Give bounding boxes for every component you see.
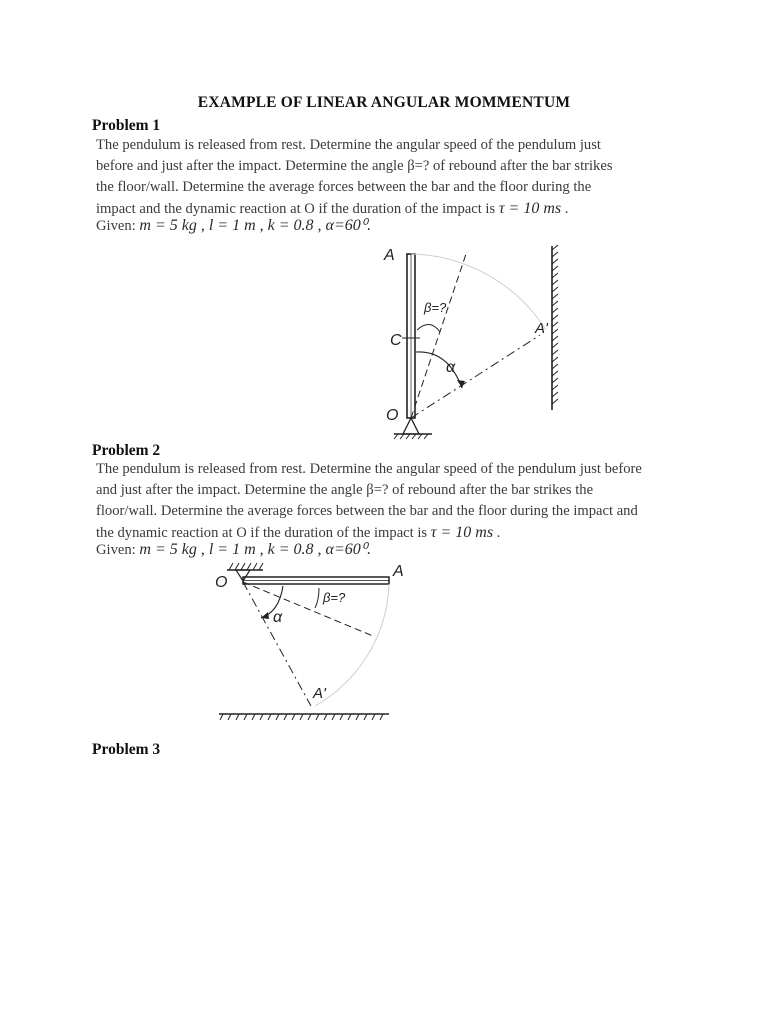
problem-1-line-3: the floor/wall. Determine the average forces between the bar and the floor during the	[96, 179, 592, 195]
problem-1-text	[96, 135, 674, 220]
problem-3-heading: Problem 3	[92, 741, 161, 758]
fig1-pin-support	[403, 418, 419, 434]
fig1-label-beta: β=?	[424, 300, 447, 315]
fig1-alpha-line	[411, 335, 540, 418]
problem-1-line-4: impact and the dynamic reaction at O if the duration of the impact is τ = 10 ms .	[96, 200, 569, 217]
problem-2-tau: τ = 10 ms	[430, 524, 494, 541]
problem-1-given	[96, 215, 371, 235]
fig1-beta-arc	[417, 324, 440, 332]
problem-2-line-4: the dynamic reaction at O if the duration of the impact is τ = 10 ms .	[96, 524, 501, 541]
problem-2-line-1: The pendulum is released from rest. Determine the angular speed of the pendulum just before	[96, 461, 642, 477]
fig1-label-o: O	[386, 407, 399, 424]
problem-1-tau: τ = 10 ms	[498, 200, 562, 217]
problem-2-line-2: and just after the impact. Determine the angle β=? of rebound after the bar strikes the	[96, 482, 594, 498]
fig1-label-alpha: α	[446, 359, 456, 376]
fig1-label-a: A	[384, 247, 395, 264]
problem-2-line-4-text: the dynamic reaction at O if the duration of the impact is	[96, 525, 428, 541]
fig2-ceiling-hatch	[229, 563, 263, 570]
problem-2-figure	[205, 556, 415, 726]
fig1-label-a-prime: A'	[535, 320, 548, 337]
fig2-floor-hatch	[220, 714, 383, 720]
fig2-label-o: O	[215, 574, 228, 591]
problem-2-given-values: m = 5 kg , l = 1 m , k = 0.8 , α=60⁰.	[139, 541, 372, 558]
problem-1-line-4-text: impact and the dynamic reaction at O if the duration of the impact is	[96, 201, 496, 217]
fig2-alpha-arrowhead	[261, 612, 269, 619]
problem-2-given-label: Given:	[96, 542, 136, 558]
problem-1-heading: Problem 1	[92, 117, 161, 134]
fig2-beta-line	[243, 582, 373, 636]
problem-2-text	[96, 459, 674, 544]
fig2-label-beta: β=?	[323, 590, 346, 605]
fig2-label-a: A	[393, 563, 404, 580]
fig2-beta-arc	[315, 588, 319, 608]
fig2-label-alpha: α	[273, 609, 283, 626]
problem-1-given-values: m = 5 kg , l = 1 m , k = 0.8 , α=60⁰.	[139, 217, 372, 234]
fig1-swing-arc	[411, 254, 546, 330]
problem-1-line-2: before and just after the impact. Determine the angle β=? of rebound after the bar strikes	[96, 158, 613, 174]
problem-2-heading: Problem 2	[92, 442, 161, 459]
fig1-wall-hatch	[552, 245, 558, 404]
problem-1-line-1: The pendulum is released from rest. Determine the angular speed of the pendulum just	[96, 137, 601, 153]
problem-2-line-3: floor/wall. Determine the average forces between the bar and the floor during the impact and	[96, 503, 638, 519]
fig2-alpha-line	[243, 582, 311, 706]
fig2-label-a-prime: A'	[313, 685, 326, 702]
problem-1-given-label: Given:	[96, 218, 136, 234]
fig1-beta-line	[411, 254, 466, 418]
fig1-label-c: C	[390, 332, 402, 349]
problem-1-figure	[370, 240, 590, 445]
document-title: EXAMPLE OF LINEAR ANGULAR MOMMENTUM	[197, 94, 571, 111]
